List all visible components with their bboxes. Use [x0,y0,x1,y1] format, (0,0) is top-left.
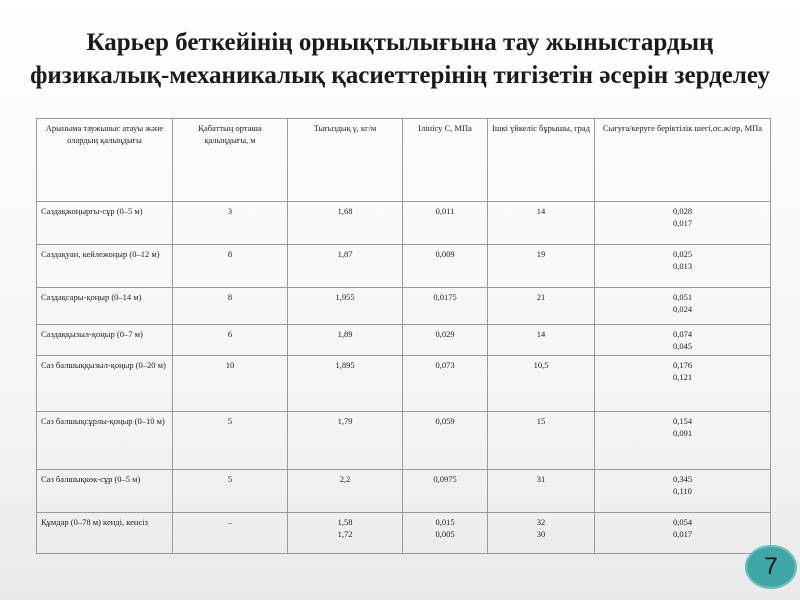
cell-density [288,245,403,288]
properties-table [36,118,771,554]
table-row [37,356,771,412]
cell-line: – [227,517,233,527]
cell-line: 1,58 [337,517,353,527]
cell-line: 0,013 [672,261,693,271]
cell-line: 0,009 [435,249,455,259]
cell-line: 0,017 [672,529,693,539]
cell-line: 31 [536,474,546,484]
cell-rock-name [37,288,173,325]
cell-density [288,356,403,412]
table-row [37,202,771,245]
cell-line: Саздаққызыл-қоңыр (0–7 м) [41,329,143,339]
cell-thickness [173,513,288,554]
cell-rock-name [37,412,173,470]
cell-rock-name [37,356,173,412]
header-cohesion: Ілінісу С, МПа [403,119,488,202]
cell-line: Құмдар (0–78 м) кенді, кенсіз [41,517,148,527]
cell-line: 0,176 [672,360,693,370]
cell-line: Саз балшықсұрлы-қоңыр (0–10 м) [41,416,165,426]
cell-thickness [173,356,288,412]
cell-thickness [173,325,288,356]
cell-strength [595,412,771,470]
table-row [37,325,771,356]
cell-cohesion [403,470,488,513]
cell-line: 3 [227,206,233,216]
cell-friction-angle [488,288,595,325]
cell-friction-angle [488,470,595,513]
cell-line: 0,091 [672,428,693,438]
cell-rock-name [37,202,173,245]
cell-thickness [173,288,288,325]
cell-line: 8 [227,292,233,302]
cell-line: 0,051 [672,292,693,302]
cell-line: 10 [225,360,235,370]
cell-line: 1,72 [337,529,353,539]
cell-thickness [173,245,288,288]
table-row [37,412,771,470]
cell-cohesion [403,356,488,412]
cell-friction-angle [488,325,595,356]
cell-line: 0,054 [672,517,693,527]
cell-line: 5 [227,416,233,426]
cell-rock-name [37,245,173,288]
cell-rock-name [37,325,173,356]
cell-line: 0,028 [672,206,693,216]
cell-line: 0,015 [435,517,455,527]
cell-line: 1,79 [337,416,353,426]
cell-cohesion [403,412,488,470]
cell-cohesion [403,202,488,245]
cell-line: 0,074 [672,329,693,339]
cell-line: 0,110 [673,486,692,496]
cell-line: 0,345 [672,474,693,484]
cell-density [288,325,403,356]
cell-line: 1,955 [335,292,355,302]
cell-strength [595,288,771,325]
cell-line: 0,029 [435,329,455,339]
cell-density [288,288,403,325]
cell-line: 1,895 [335,360,355,370]
cell-line: Саз балшықкөк-сұр (0–5 м) [41,474,141,484]
cell-line: 0,045 [672,341,693,351]
table-row [37,288,771,325]
cell-line: Саздақжоңырғы-сұр (0–5 м) [41,206,143,216]
cell-density [288,202,403,245]
cell-line: 0,011 [435,206,455,216]
cell-strength [595,325,771,356]
slide-title: Карьер беткейінің орнықтылығына тау жыныстардың физикалық-механикалық қасиеттерінің тигізетін әсерін зерделеу [30,29,770,89]
cell-friction-angle [488,356,595,412]
cell-density [288,470,403,513]
cell-line: 6 [227,329,233,339]
table-row [37,513,771,554]
cell-line: 0,059 [435,416,455,426]
cell-strength [595,470,771,513]
cell-line: 14 [536,206,546,216]
cell-density [288,412,403,470]
cell-line: 0,0975 [433,474,457,484]
cell-rock-name [37,470,173,513]
cell-friction-angle [488,245,595,288]
header-thickness: Қабаттың орташа қалыңдығы, м [173,119,288,202]
cell-line: 0,073 [435,360,455,370]
cell-strength [595,202,771,245]
cell-line: Саз балшыққызыл-қоңыр (0–20 м) [41,360,166,370]
cell-line: Саздақуан, кейлежоңыр (0–12 м) [41,249,160,259]
cell-line: 5 [227,474,233,484]
header-density: Тығыздық γ, кг/м [288,119,403,202]
cell-line: 15 [536,416,546,426]
cell-line: 0,154 [672,416,693,426]
cell-line: 8 [227,249,233,259]
cell-thickness [173,202,288,245]
cell-line: 14 [536,329,546,339]
cell-strength [595,356,771,412]
cell-line: 0,005 [435,529,455,539]
table-header-row [37,119,771,202]
cell-strength [595,513,771,554]
cell-line: 1,68 [337,206,353,216]
table-row [37,245,771,288]
cell-cohesion [403,513,488,554]
cell-line: 0,017 [672,218,693,228]
cell-line: Саздақсары-қоңыр (0–14 м) [41,292,142,302]
cell-cohesion [403,325,488,356]
cell-line: 1,87 [337,249,353,259]
cell-line: 19 [536,249,546,259]
cell-line: 21 [536,292,546,302]
cell-line: 0,024 [672,304,693,314]
page-number-badge: 7 [745,545,797,589]
cell-line: 0,121 [672,372,693,382]
cell-thickness [173,470,288,513]
table-row [37,470,771,513]
cell-line: 0,025 [672,249,693,259]
cell-line: 2,2 [339,474,351,484]
cell-cohesion [403,245,488,288]
cell-line: 10,5 [533,360,549,370]
header-rock-name: Арыныма таужыныс атауы және олардың қалыңдығы [37,119,173,202]
cell-cohesion [403,288,488,325]
cell-rock-name [37,513,173,554]
cell-line: 30 [536,529,546,539]
cell-line: 32 [536,517,546,527]
cell-line: 1,89 [337,329,353,339]
cell-line: 0,0175 [433,292,457,302]
cell-density [288,513,403,554]
header-strength: Сығуға/керуге беріктілік шегі,σс.ж/σр, МПа [595,119,771,202]
cell-thickness [173,412,288,470]
cell-friction-angle [488,412,595,470]
cell-strength [595,245,771,288]
cell-friction-angle [488,513,595,554]
header-friction-angle: Ішкі үйкеліс бұрышы, град [488,119,595,202]
cell-friction-angle [488,202,595,245]
